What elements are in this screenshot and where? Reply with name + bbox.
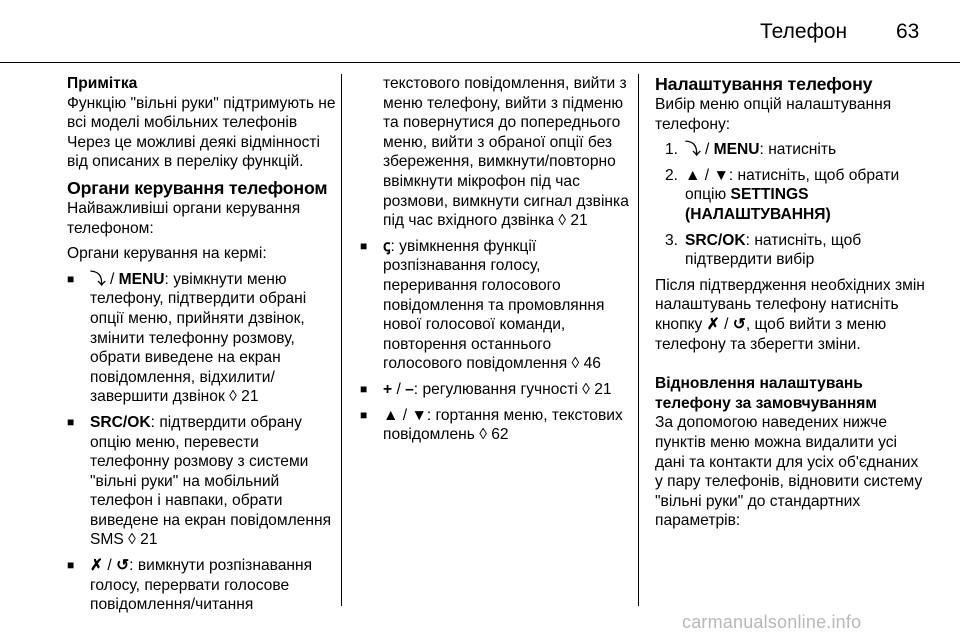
bullet-square-icon: ■: [360, 238, 368, 253]
bullet-cancel-text: : вимкнути розпізнавання голосу, перервати голосове повідомлення/читання: [90, 557, 313, 614]
column-divider-2: [638, 74, 639, 606]
after-text-start: Після підтвердження необхідних змін налаштувань телефону натисніть кнопку: [655, 276, 925, 333]
page-number: 63: [896, 20, 920, 43]
page-reference-icon: ◊: [479, 426, 487, 444]
mute-microphone-icon: ✗: [706, 315, 720, 333]
step-1: [655, 140, 927, 160]
page-reference-icon: ◊: [229, 388, 237, 406]
bullet-scroll-text: : гортання меню, текстових повідомлень: [383, 406, 623, 444]
separator: /: [700, 166, 714, 184]
arrow-down-icon: ▼: [713, 166, 729, 184]
bullet-square-icon: ■: [360, 407, 368, 422]
header-rule: [0, 62, 960, 63]
section-title: Телефон: [760, 20, 848, 43]
column-3: [655, 74, 927, 531]
note-title: Примітка: [67, 75, 138, 92]
separator: /: [719, 315, 733, 333]
page-reference: 46: [579, 355, 601, 373]
bullet-cancel-continued: [360, 74, 630, 231]
step-3-text: : натисніть, щоб підтвердити вибір: [685, 231, 862, 269]
column-divider-1: [341, 74, 342, 606]
bullet-square-icon: ■: [360, 381, 368, 396]
voice-recognition-icon: ꞔ: [383, 237, 391, 255]
minus-icon: –: [405, 380, 414, 398]
page-reference-icon: ◊: [571, 355, 580, 373]
separator: /: [105, 270, 119, 288]
bullet-square-icon: ■: [67, 271, 75, 286]
arrow-up-icon: ▲: [685, 166, 701, 184]
column-1: [67, 74, 339, 615]
phone-handset-icon: ⤵: [685, 141, 701, 159]
mute-microphone-icon: ✗: [90, 557, 104, 575]
separator: /: [392, 380, 406, 398]
plus-icon: +: [383, 380, 393, 398]
arrow-up-icon: ▲: [383, 406, 399, 424]
after-settings-text: [655, 276, 927, 354]
step-2: [655, 166, 927, 225]
reset-text: За допомогою наведених нижче пунктів меню можна видалити усі дані та контакти для усіх об'єднаних у пару телефонів, відновити систему "вільні руки" до стандартних параметрів:: [655, 414, 923, 530]
separator: /: [103, 557, 117, 575]
watermark: carmanualsonline.info: [682, 612, 862, 632]
section-heading-settings: Налаштування телефону: [655, 74, 873, 94]
bullet-cancel-continued-text: текстового повідомлення, вийти з меню телефону, вийти з підменю та повернутися до попереднього меню, вийти з обраної опції без збереження, вимкнути/повторно ввімкнути мікрофон під час розмови, вимкнути сигнал дзвінка під час вхідного дзвінка: [383, 75, 629, 230]
key-menu: MENU: [713, 141, 760, 159]
key-menu: MENU: [118, 270, 165, 288]
page-reference-icon: ◊: [582, 380, 590, 398]
bullet-volume-text: : регулювання гучності: [413, 380, 583, 398]
column-2: [360, 74, 630, 445]
note-text: Функцію "вільні руки" підтримують не всі моделі мобільних телефонів Через це можливі деякі відмінності від описаних в переліку функцій.: [67, 94, 336, 171]
step-number: 3.: [665, 231, 679, 249]
bullet-scroll: [360, 406, 630, 445]
page-reference: 21: [566, 212, 588, 230]
bullet-voice: [360, 237, 630, 374]
section-heading-controls: Органи керування телефоном: [67, 177, 328, 198]
page-reference: 21: [236, 388, 259, 406]
back-arrow-icon: ↺: [732, 315, 746, 333]
page-reference-icon: ◊: [558, 212, 567, 230]
after-text-end: , щоб вийти з меню телефону та зберегти зміни.: [655, 315, 887, 353]
bullet-src-ok: [67, 413, 339, 550]
key-src-ok: SRC/OK: [685, 231, 746, 249]
step-3: [655, 231, 927, 270]
bullet-volume: [360, 380, 630, 400]
settings-intro: Вибір меню опцій налаштування телефону:: [655, 96, 892, 133]
step-number: 2.: [665, 166, 679, 184]
controls-intro: Найважливіші органи керування телефоном:: [67, 199, 301, 237]
wheel-controls-intro: Органи керування на кермі:: [67, 245, 267, 263]
step-1-text: : натисніть: [759, 141, 837, 159]
sub-heading-reset: Відновлення налаштувань телефону за замовчуванням: [655, 375, 877, 412]
bullet-square-icon: ■: [67, 558, 75, 573]
bullet-square-icon: ■: [67, 414, 75, 429]
bullet-menu: [67, 270, 339, 407]
phone-handset-icon: ⤵: [90, 270, 106, 288]
page-reference: 62: [486, 426, 509, 444]
key-src-ok: SRC/OK: [90, 413, 151, 431]
bullet-src-ok-text: : підтвердити обрану опцію меню, перевести телефонну розмову з системи "вільні руки" на мобільний телефон і навпаки, обрати виведене на екран повідомлення SMS: [90, 413, 332, 549]
bullet-menu-text: : увімкнути меню телефону, підтвердити обрані опції меню, прийняти дзвінок, змінити телефонну розмову, обрати виведене на екран повідомлення, відхилити/завершити дзвінок: [90, 270, 307, 406]
page-reference: 21: [589, 380, 612, 398]
separator: /: [700, 141, 714, 159]
page-reference-icon: ◊: [128, 531, 136, 549]
step-2-text: : натисніть, щоб обрати опцію: [685, 166, 900, 204]
back-arrow-icon: ↺: [116, 557, 130, 575]
bullet-cancel: [67, 556, 339, 615]
page-reference: 21: [135, 531, 158, 549]
step-number: 1.: [665, 141, 679, 159]
arrow-down-icon: ▼: [411, 406, 427, 424]
key-settings: SETTINGS (НАЛАШТУВАННЯ): [685, 186, 831, 223]
separator: /: [398, 406, 412, 424]
bullet-voice-text: : увімкнення функції розпізнавання голосу, переривання голосового повідомлення та промовляння нової голосової команди, повторення останнього голосового повідомлення: [383, 237, 605, 373]
